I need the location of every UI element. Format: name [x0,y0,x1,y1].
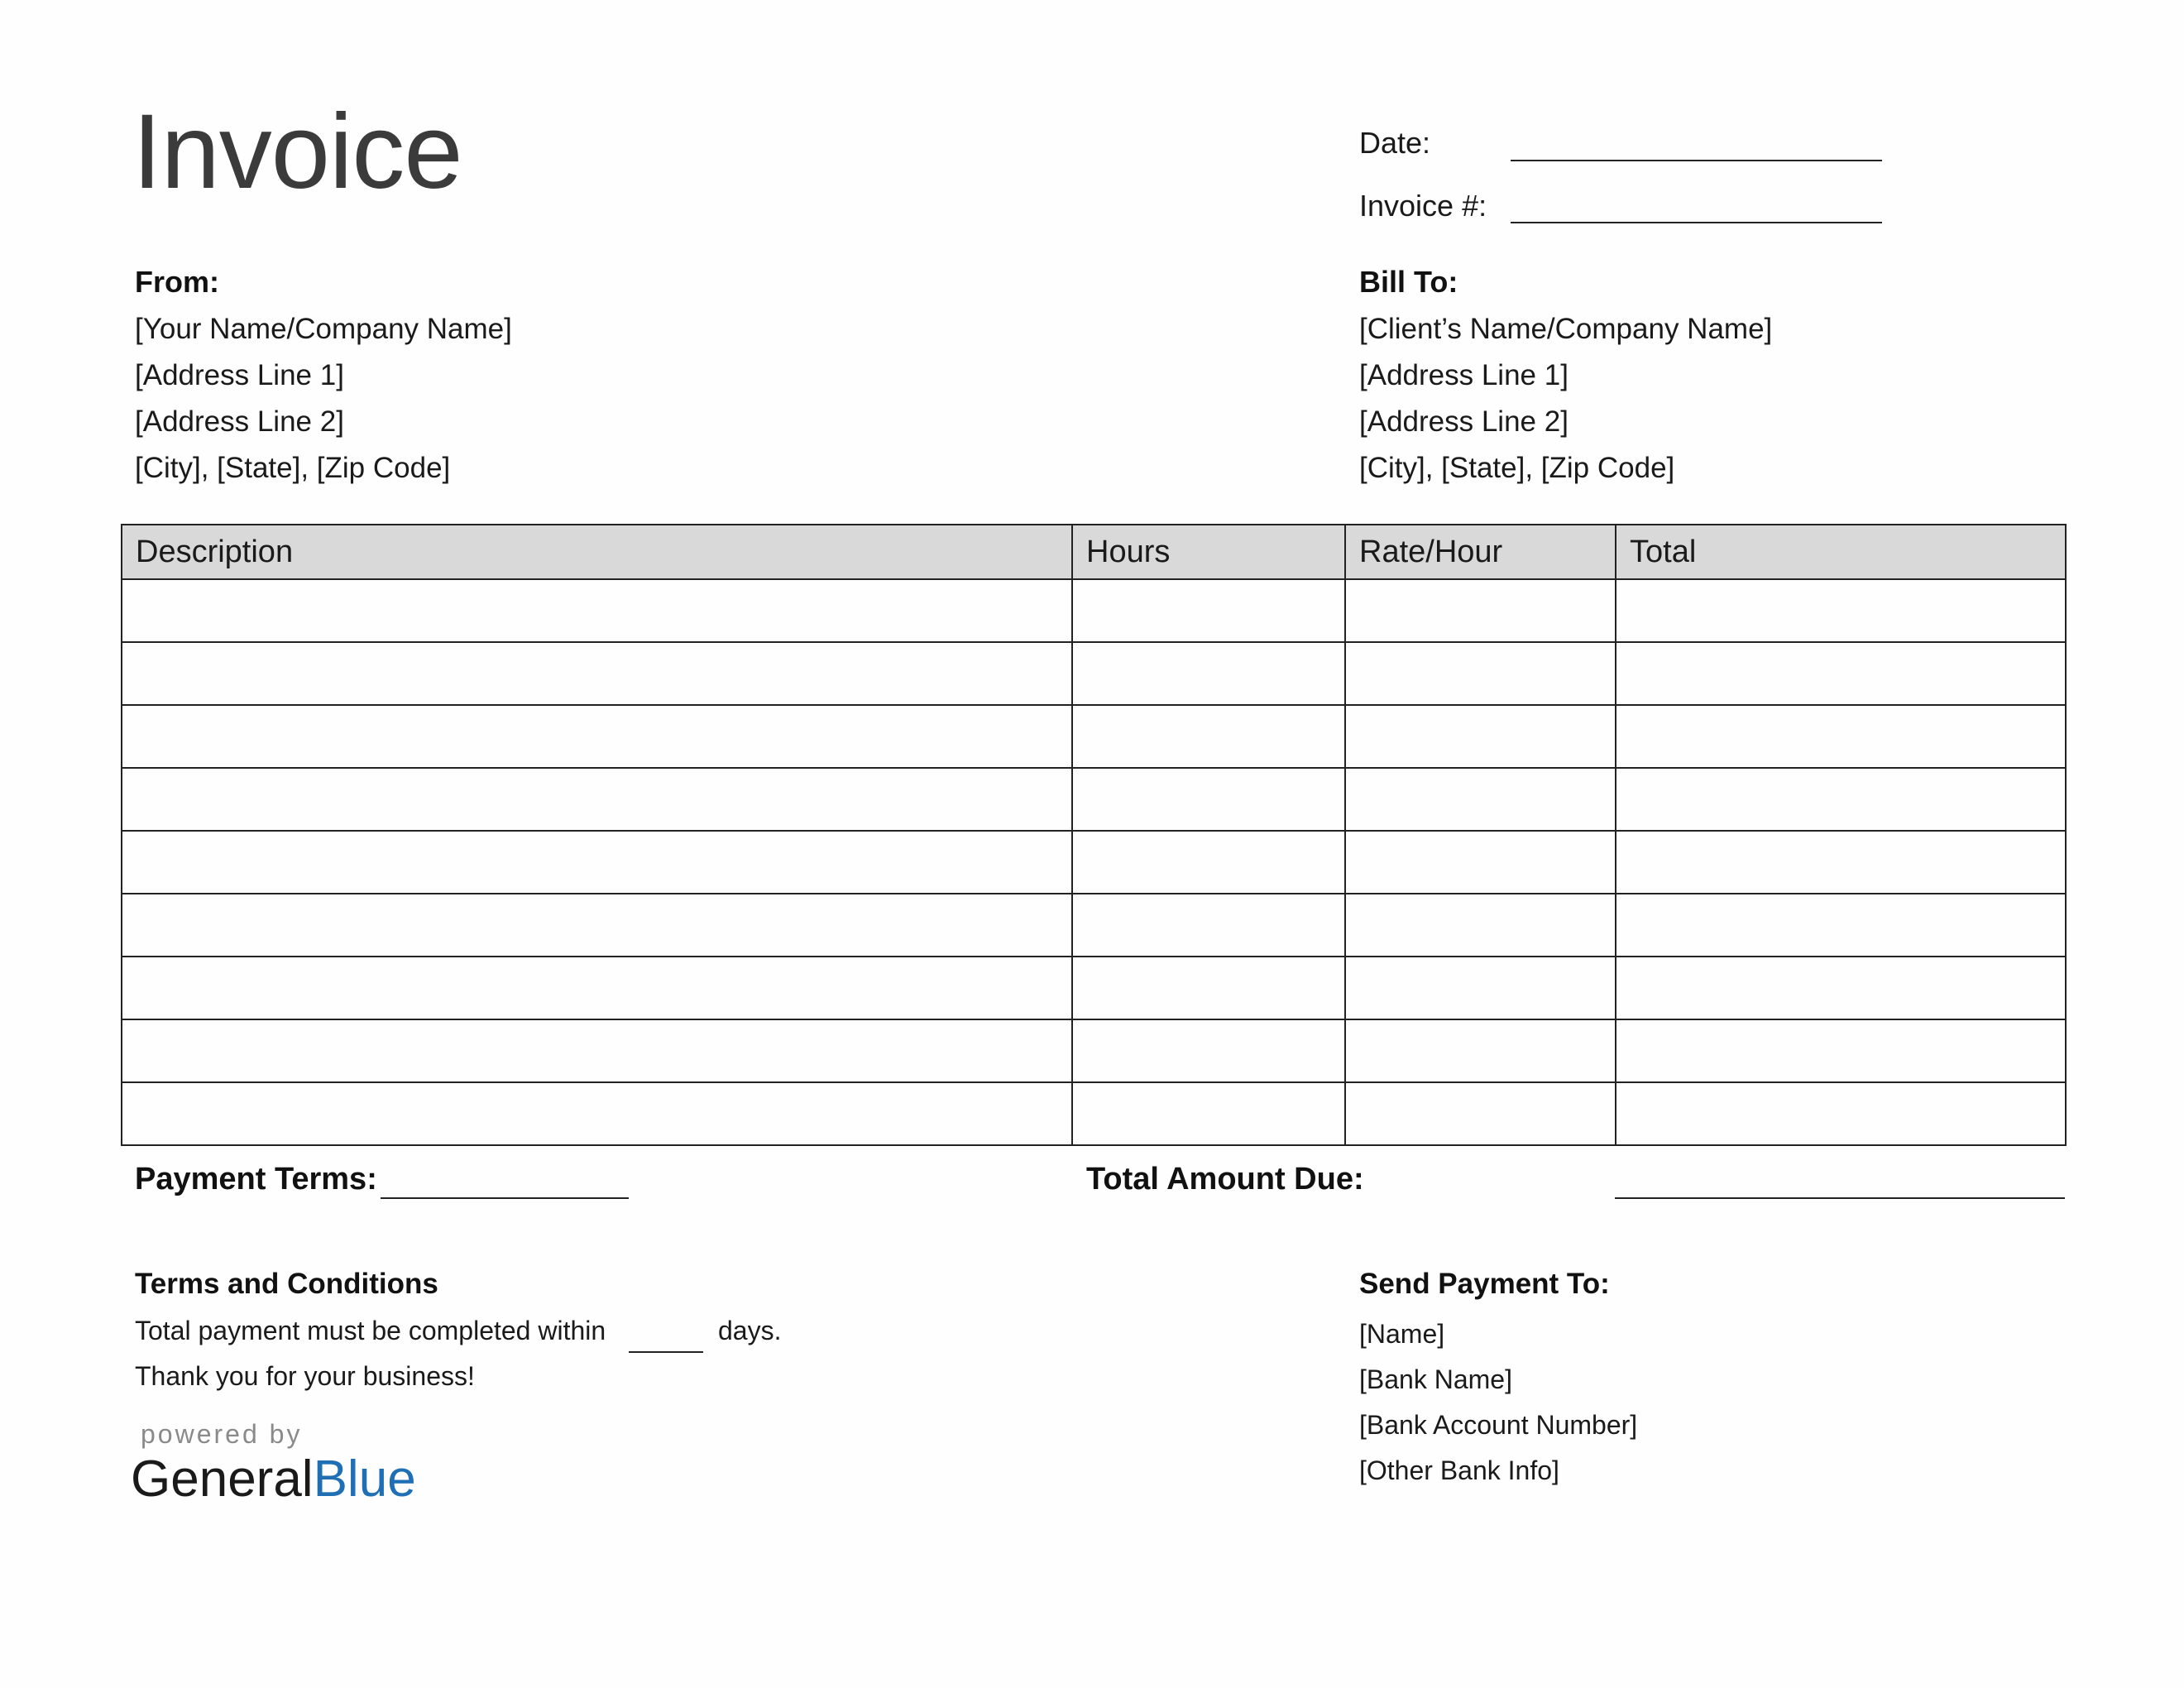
table-row [122,957,2066,1019]
bill-to-line-address-1: [Address Line 1] [1359,359,1569,391]
send-payment-other-info: [Other Bank Info] [1359,1455,1559,1485]
cell-description[interactable] [122,579,1072,642]
send-payment-bank-name: [Bank Name] [1359,1364,1512,1394]
send-payment-details [1359,1312,1637,1494]
table-row [122,768,2066,831]
cell-hours[interactable] [1072,831,1345,894]
date-field[interactable] [1511,160,1882,161]
bill-to-line-address-2: [Address Line 2] [1359,405,1569,438]
cell-description[interactable] [122,768,1072,831]
cell-hours[interactable] [1072,1082,1345,1145]
payment-terms-field[interactable] [381,1197,629,1199]
invoice-number-label: Invoice #: [1359,189,1487,223]
table-row [122,831,2066,894]
cell-total[interactable] [1616,1019,2066,1082]
cell-rate-hour[interactable] [1345,894,1616,957]
payment-terms-label: Payment Terms: [135,1162,377,1196]
total-amount-due-field[interactable] [1615,1197,2065,1199]
cell-description[interactable] [122,642,1072,705]
invoice-number-field[interactable] [1511,222,1882,223]
cell-total[interactable] [1616,579,2066,642]
cell-description[interactable] [122,831,1072,894]
cell-total[interactable] [1616,957,2066,1019]
cell-total[interactable] [1616,705,2066,768]
cell-description[interactable] [122,705,1072,768]
terms-heading: Terms and Conditions [135,1268,438,1300]
from-line-address-2: [Address Line 2] [135,405,344,438]
thank-you-text: Thank you for your business! [135,1361,475,1391]
invoice-title: Invoice [132,93,462,211]
from-line-city: [City], [State], [Zip Code] [135,452,451,484]
cell-total[interactable] [1616,1082,2066,1145]
invoice-items-table [121,524,2067,1146]
payment-days-field[interactable] [629,1351,703,1353]
bill-to-line-name: [Client’s Name/Company Name] [1359,313,1773,345]
cell-hours[interactable] [1072,768,1345,831]
cell-description[interactable] [122,1019,1072,1082]
cell-rate-hour[interactable] [1345,768,1616,831]
column-header-hours: Hours [1072,525,1345,579]
from-line-name: [Your Name/Company Name] [135,313,512,345]
bill-to-heading: Bill To: [1359,265,1458,299]
terms-text-after: days. [718,1316,782,1345]
cell-rate-hour[interactable] [1345,705,1616,768]
cell-rate-hour[interactable] [1345,642,1616,705]
cell-rate-hour[interactable] [1345,831,1616,894]
send-payment-name: [Name] [1359,1319,1445,1349]
bill-to-address [1359,306,1772,492]
cell-hours[interactable] [1072,894,1345,957]
table-row [122,579,2066,642]
table-row [122,1082,2066,1145]
table-row [122,1019,2066,1082]
terms-line-payment [135,1316,606,1346]
terms-text-before: Total payment must be completed within [135,1316,606,1345]
logo-blue-text: Blue [313,1451,416,1508]
cell-hours[interactable] [1072,1019,1345,1082]
cell-total[interactable] [1616,831,2066,894]
table-row [122,705,2066,768]
column-header-rate-hour: Rate/Hour [1345,525,1616,579]
send-payment-heading: Send Payment To: [1359,1268,1610,1300]
cell-hours[interactable] [1072,642,1345,705]
table-row [122,894,2066,957]
cell-rate-hour[interactable] [1345,1082,1616,1145]
cell-hours[interactable] [1072,957,1345,1019]
cell-description[interactable] [122,894,1072,957]
total-amount-due-label: Total Amount Due: [1086,1162,1364,1196]
cell-rate-hour[interactable] [1345,579,1616,642]
table-row [122,642,2066,705]
table-header-row [122,525,2066,579]
cell-rate-hour[interactable] [1345,957,1616,1019]
cell-hours[interactable] [1072,705,1345,768]
from-address [135,306,512,492]
logo-general-text: General [131,1451,314,1508]
bill-to-line-city: [City], [State], [Zip Code] [1359,452,1675,484]
powered-by-text: powered by [141,1419,303,1449]
cell-total[interactable] [1616,768,2066,831]
column-header-total: Total [1616,525,2066,579]
cell-total[interactable] [1616,894,2066,957]
from-line-address-1: [Address Line 1] [135,359,344,391]
date-label: Date: [1359,126,1431,160]
cell-hours[interactable] [1072,579,1345,642]
from-heading: From: [135,265,219,299]
cell-description[interactable] [122,957,1072,1019]
general-blue-logo [131,1451,416,1508]
cell-total[interactable] [1616,642,2066,705]
column-header-description: Description [122,525,1072,579]
send-payment-account-number: [Bank Account Number] [1359,1410,1638,1440]
cell-rate-hour[interactable] [1345,1019,1616,1082]
cell-description[interactable] [122,1082,1072,1145]
